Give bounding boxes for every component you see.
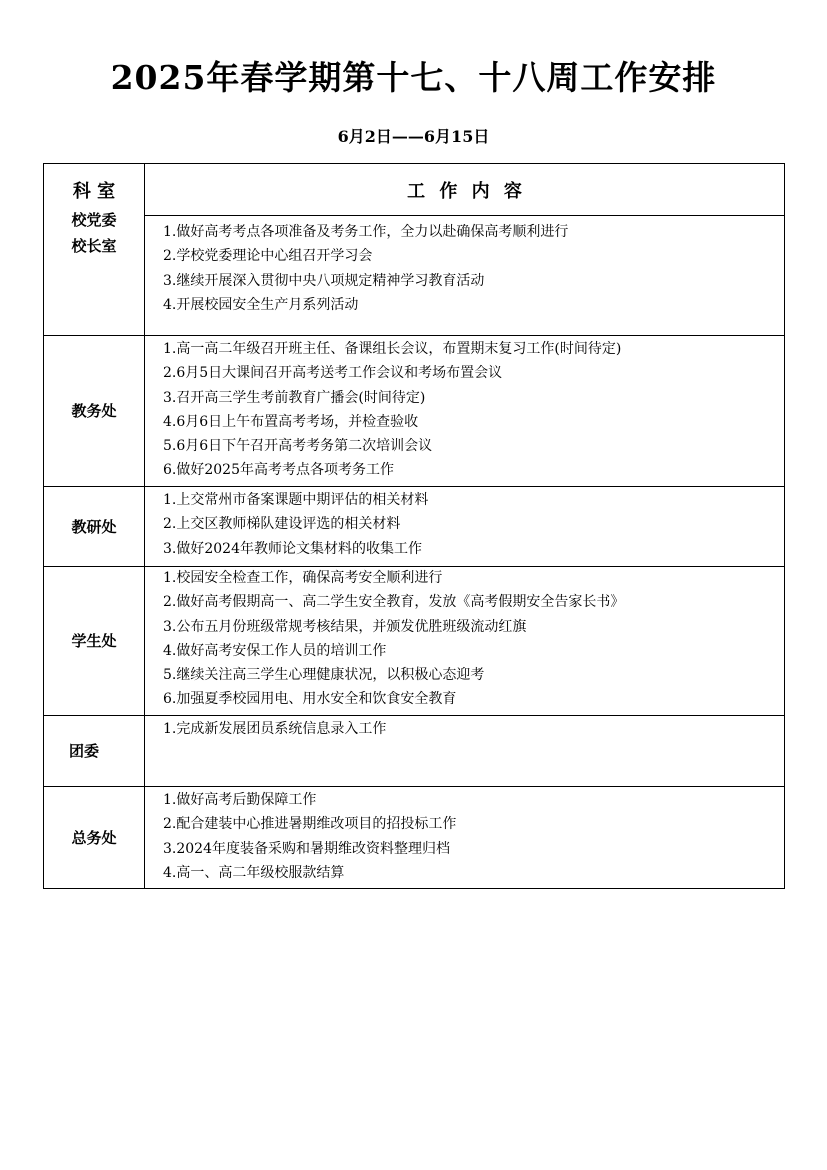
items-cell xyxy=(145,220,784,317)
dept-name: 总务处 xyxy=(71,828,117,847)
list-item: 1.完成新发展团员系统信息录入工作 xyxy=(163,721,387,737)
items-cell xyxy=(145,488,784,561)
list-item: 3.做好2024年教师论文集材料的收集工作 xyxy=(163,540,422,557)
dept-name: 校长室 xyxy=(71,237,117,255)
table-divider-row xyxy=(43,335,785,336)
list-item: 1.做好高考考点各项准备及考务工作，全力以赴确保高考顺利进行 xyxy=(163,224,569,240)
table-border-right xyxy=(784,163,785,889)
items-cell xyxy=(145,337,784,483)
list-item: 3.召开高三学生考前教育广播会(时间待定) xyxy=(163,389,426,406)
dept-cell-academic-affairs xyxy=(44,336,144,486)
dept-cell-youth-league xyxy=(44,716,124,786)
list-item: 2.上交区教师梯队建设评选的相关材料 xyxy=(163,516,401,533)
page-title: 2025年春学期第十七、十八周工作安排 xyxy=(110,58,717,97)
dept-cell-general-affairs xyxy=(44,787,144,888)
items-cell xyxy=(145,717,784,741)
header-content: 工 作 内 容 xyxy=(407,180,522,202)
dept-cell-student-affairs xyxy=(44,567,144,715)
table-border-bottom xyxy=(43,888,785,889)
list-item: 3.继续开展深入贯彻中央八项规定精神学习教育活动 xyxy=(163,272,485,289)
list-item: 6.做好2025年高考考点各项考务工作 xyxy=(163,462,394,479)
table-divider-row xyxy=(43,715,785,716)
header-dept: 科 室 xyxy=(72,180,116,202)
list-item: 2.6月5日大课间召开高考送考工作会议和考场布置会议 xyxy=(163,365,503,382)
list-item: 1.校园安全检查工作，确保高考安全顺利进行 xyxy=(163,570,443,586)
list-item: 3.公布五月份班级常规考核结果，并颁发优胜班级流动红旗 xyxy=(163,618,527,635)
list-item: 5.继续关注高三学生心理健康状况，以积极心态迎考 xyxy=(163,667,485,684)
list-item: 5.6月6日下午召开高考考务第二次培训会议 xyxy=(163,438,433,455)
date-range: 6月2日——6月15日 xyxy=(337,127,490,146)
list-item: 4.开展校园安全生产月系列活动 xyxy=(163,296,359,313)
dept-name: 教务处 xyxy=(71,402,117,420)
list-item: 2.配合建装中心推进暑期维改项目的招投标工作 xyxy=(163,816,457,833)
list-item: 2.学校党委理论中心组召开学习会 xyxy=(163,248,373,265)
list-item: 1.上交常州市备案课题中期评估的相关材料 xyxy=(163,492,429,508)
dept-name: 团委 xyxy=(68,742,99,760)
list-item: 4.高一、高二年级校服款结算 xyxy=(163,864,345,881)
items-cell xyxy=(145,788,784,885)
list-item: 2.做好高考假期高一、高二学生安全教育，发放《高考假期安全告家长书》 xyxy=(163,594,625,611)
list-item: 6.加强夏季校园用电、用水安全和饮食安全教育 xyxy=(163,691,457,708)
dept-cell-teaching-research xyxy=(44,487,144,566)
dept-name: 校党委 xyxy=(71,211,117,229)
list-item: 3.2024年度装备采购和暑期维改资料整理归档 xyxy=(163,840,450,857)
list-item: 4.做好高考安保工作人员的培训工作 xyxy=(163,642,387,659)
table-divider-row xyxy=(144,215,785,216)
table-divider-row xyxy=(43,486,785,487)
list-item: 4.6月6日上午布置高考考场，并检查验收 xyxy=(163,413,419,430)
table-divider-row xyxy=(43,786,785,787)
dept-name: 学生处 xyxy=(71,632,117,650)
dept-name: 教研处 xyxy=(71,517,117,536)
list-item: 1.高一高二年级召开班主任、备课组长会议，布置期末复习工作(时间待定) xyxy=(163,341,622,357)
dept-cell-party-principal xyxy=(44,211,144,255)
list-item: 1.做好高考后勤保障工作 xyxy=(163,792,317,808)
items-cell xyxy=(145,566,784,712)
schedule-table xyxy=(43,163,785,889)
